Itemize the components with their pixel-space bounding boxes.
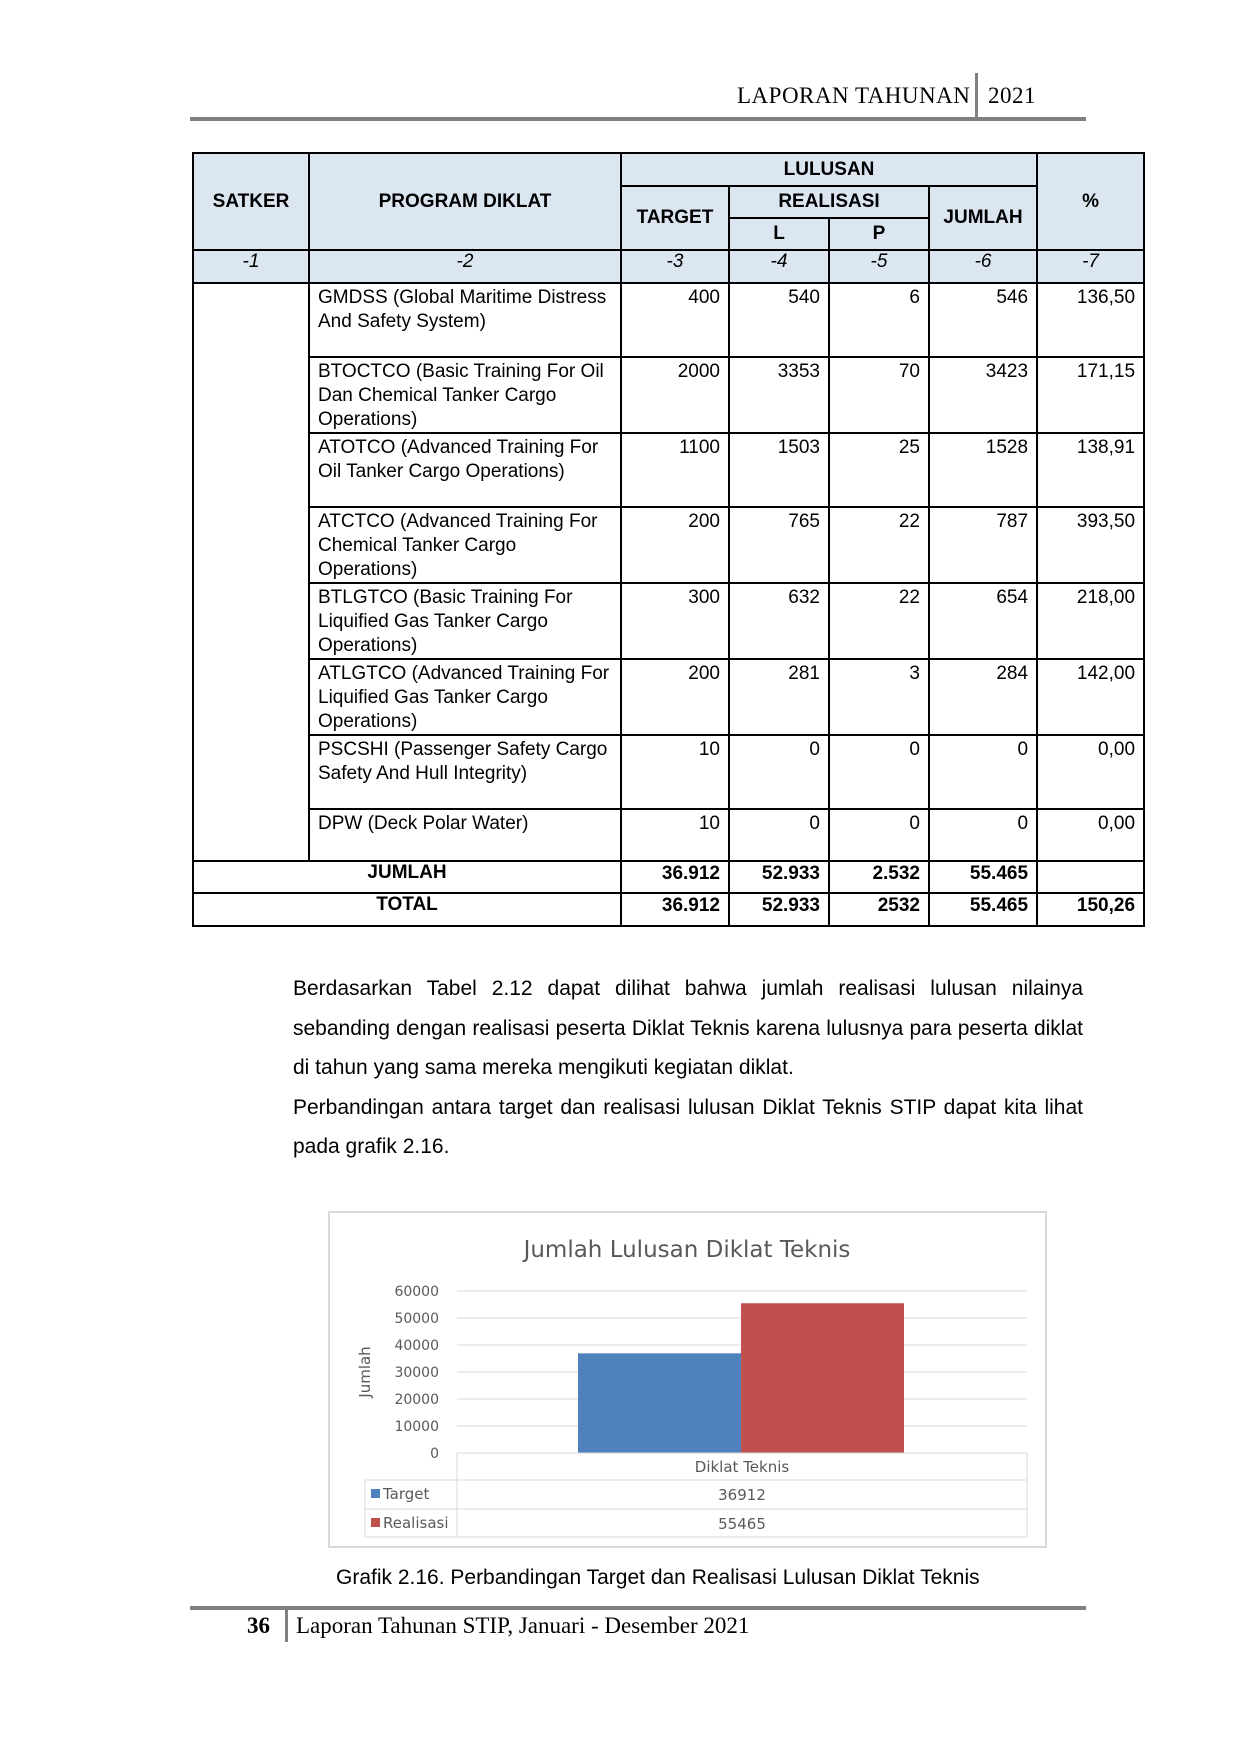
bar-target: [578, 1353, 741, 1453]
running-header-year: 2021: [988, 83, 1036, 108]
total-target: 36.912: [621, 893, 729, 926]
p-cell: 22: [829, 507, 929, 583]
percent-cell: 138,91: [1037, 433, 1144, 507]
percent-cell: 171,15: [1037, 357, 1144, 433]
jumlah-cell: 654: [929, 583, 1037, 659]
category-label: Diklat Teknis: [694, 1458, 790, 1476]
index-cell: -6: [929, 250, 1037, 283]
index-cell: -7: [1037, 250, 1144, 283]
header-target: TARGET: [621, 186, 729, 250]
program-cell: ATLGTCO (Advanced Training For Liquified Gas Tanker Cargo Operations): [309, 659, 621, 735]
jumlah-cell: 0: [929, 735, 1037, 809]
header-lulusan: LULUSAN: [621, 153, 1037, 186]
total-percent: 150,26: [1037, 893, 1144, 926]
target-cell: 200: [621, 659, 729, 735]
legend-label-realisasi: Realisasi: [383, 1514, 449, 1532]
percent-cell: 218,00: [1037, 583, 1144, 659]
jumlah-target: 36.912: [621, 861, 729, 893]
jumlah-percent: [1037, 861, 1144, 893]
footer-text: Laporan Tahunan STIP, Januari - Desember 2021: [296, 1613, 750, 1638]
p-cell: 25: [829, 433, 929, 507]
percent-cell: 136,50: [1037, 283, 1144, 357]
target-cell: 10: [621, 809, 729, 861]
footer-rule: [190, 1606, 1086, 1610]
index-cell: -5: [829, 250, 929, 283]
y-tick-label: 0: [430, 1446, 439, 1462]
legend-swatch-target: [371, 1489, 380, 1498]
column-index-row: [193, 250, 1144, 283]
bar-chart: [330, 1213, 1045, 1546]
l-cell: 632: [729, 583, 829, 659]
jumlah-p: 2.532: [829, 861, 929, 893]
jumlah-cell: 3423: [929, 357, 1037, 433]
header-percent: %: [1037, 153, 1144, 250]
total-label: TOTAL: [193, 893, 621, 926]
header-jumlah: JUMLAH: [929, 186, 1037, 250]
jumlah-row: [193, 861, 1144, 893]
program-cell: GMDSS (Global Maritime Distress And Safety System): [309, 283, 621, 357]
y-tick-label: 30000: [394, 1365, 439, 1381]
table-row: [193, 735, 1144, 809]
paragraph: Perbandingan antara target dan realisasi lulusan Diklat Teknis STIP dapat kita lihat pada grafik 2.16.: [293, 1095, 1083, 1158]
index-cell: -3: [621, 250, 729, 283]
table-row: [193, 583, 1144, 659]
table-row: [193, 433, 1144, 507]
target-cell: 400: [621, 283, 729, 357]
percent-cell: 0,00: [1037, 809, 1144, 861]
target-cell: 2000: [621, 357, 729, 433]
p-cell: 3: [829, 659, 929, 735]
percent-cell: 393,50: [1037, 507, 1144, 583]
running-header-title: LAPORAN TAHUNAN: [737, 83, 971, 108]
jumlah-cell: 0: [929, 809, 1037, 861]
legend-label-target: Target: [383, 1485, 430, 1503]
y-axis-label: Jumlah: [356, 1346, 374, 1398]
p-cell: 0: [829, 735, 929, 809]
total-l: 52.933: [729, 893, 829, 926]
table-row: [193, 809, 1144, 861]
total-jumlah: 55.465: [929, 893, 1037, 926]
l-cell: 1503: [729, 433, 829, 507]
l-cell: 0: [729, 809, 829, 861]
header-realisasi: REALISASI: [729, 186, 929, 218]
total-p: 2532: [829, 893, 929, 926]
data-table-value-realisasi: 55465: [718, 1515, 766, 1533]
p-cell: 22: [829, 583, 929, 659]
jumlah-cell: 787: [929, 507, 1037, 583]
footer-separator: [285, 1608, 288, 1642]
index-cell: -4: [729, 250, 829, 283]
bar-realisasi: [741, 1303, 904, 1453]
y-tick-label: 40000: [394, 1338, 439, 1354]
header-rule: [190, 117, 1086, 121]
header-l: L: [729, 218, 829, 250]
index-cell: -2: [309, 250, 621, 283]
chart-container: [328, 1211, 1047, 1548]
graduates-table: [192, 152, 1145, 927]
y-tick-label: 10000: [394, 1419, 439, 1435]
l-cell: 0: [729, 735, 829, 809]
program-cell: ATOTCO (Advanced Training For Oil Tanker Cargo Operations): [309, 433, 621, 507]
paragraph: Berdasarkan Tabel 2.12 dapat dilihat bahwa jumlah realisasi lulusan nilainya sebanding dengan realisasi peserta Diklat Teknis karena lulusnya para peserta diklat di tahun yang sama mereka mengikuti kegiatan diklat.: [293, 977, 1083, 1079]
percent-cell: 0,00: [1037, 735, 1144, 809]
p-cell: 70: [829, 357, 929, 433]
target-cell: 200: [621, 507, 729, 583]
program-cell: PSCSHI (Passenger Safety Cargo Safety And Hull Integrity): [309, 735, 621, 809]
y-tick-label: 60000: [394, 1284, 439, 1300]
header-separator: [975, 73, 978, 119]
body-text: [293, 969, 1083, 1167]
jumlah-cell: 284: [929, 659, 1037, 735]
jumlah-cell: 1528: [929, 433, 1037, 507]
program-cell: DPW (Deck Polar Water): [309, 809, 621, 861]
p-cell: 6: [829, 283, 929, 357]
jumlah-l: 52.933: [729, 861, 829, 893]
total-row: [193, 893, 1144, 926]
header-p: P: [829, 218, 929, 250]
l-cell: 281: [729, 659, 829, 735]
jumlah-jumlah: 55.465: [929, 861, 1037, 893]
target-cell: 1100: [621, 433, 729, 507]
page-number: 36: [247, 1613, 270, 1638]
target-cell: 10: [621, 735, 729, 809]
l-cell: 3353: [729, 357, 829, 433]
table-row: [193, 357, 1144, 433]
header-satker: SATKER: [193, 153, 309, 250]
jumlah-cell: 546: [929, 283, 1037, 357]
satker-cell: [193, 283, 309, 861]
target-cell: 300: [621, 583, 729, 659]
program-cell: BTLGTCO (Basic Training For Liquified Gas Tanker Cargo Operations): [309, 583, 621, 659]
table-row: [193, 507, 1144, 583]
figure-caption: Grafik 2.16. Perbandingan Target dan Realisasi Lulusan Diklat Teknis: [336, 1566, 980, 1589]
chart-title: Jumlah Lulusan Diklat Teknis: [523, 1237, 851, 1263]
program-cell: ATCTCO (Advanced Training For Chemical Tanker Cargo Operations): [309, 507, 621, 583]
l-cell: 765: [729, 507, 829, 583]
index-cell: -1: [193, 250, 309, 283]
y-tick-label: 50000: [394, 1311, 439, 1327]
jumlah-label: JUMLAH: [193, 861, 621, 893]
program-cell: BTOCTCO (Basic Training For Oil Dan Chemical Tanker Cargo Operations): [309, 357, 621, 433]
legend-swatch-realisasi: [371, 1518, 380, 1527]
y-tick-label: 20000: [394, 1392, 439, 1408]
table-row: [193, 283, 1144, 357]
p-cell: 0: [829, 809, 929, 861]
table-row: [193, 659, 1144, 735]
l-cell: 540: [729, 283, 829, 357]
data-table-value-target: 36912: [718, 1486, 766, 1504]
percent-cell: 142,00: [1037, 659, 1144, 735]
header-program: PROGRAM DIKLAT: [309, 153, 621, 250]
